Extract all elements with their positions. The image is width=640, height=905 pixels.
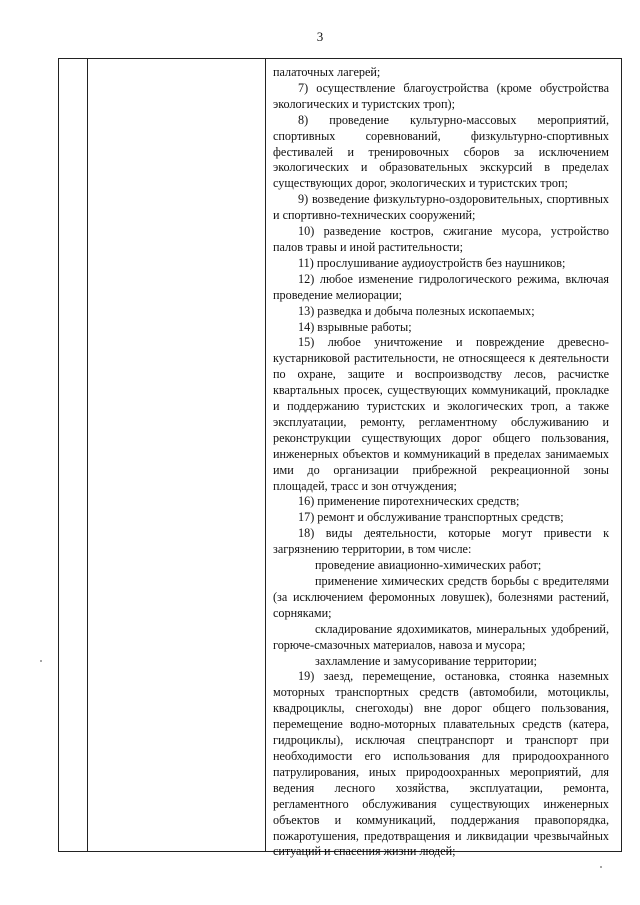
list-item-paragraph: 7) осуществление благоустройства (кроме обустройства экологических и туристских троп); — [273, 80, 609, 111]
scan-speck — [600, 866, 602, 868]
table-left-border — [58, 58, 59, 852]
list-item-paragraph: 14) взрывные работы; — [298, 319, 412, 334]
list-item-paragraph: 11) прослушивание аудиоустройств без наушников; — [298, 255, 566, 270]
list-item-paragraph: 18) виды деятельности, которые могут привести к загрязнению территории, в том числе: — [273, 526, 609, 557]
list-item-paragraph: 15) любое уничтожение и повреждение древесно-кустарниковой растительности, не относящееся к деятельности по охране, защите и воспроизводству лесов, расчистке квартальных просек, существующих коммуникаций, прокладке и поддержанию туристских и экологических троп, а также эксплуатации, ремонту, регламентному обслуживанию и реконструкции существующих дорог общего пользования, инженерных объектов и коммуникаций в пределах занимаемых ими до организации прибрежной рекреационной зоны площадей, трасс и зон отчуждения; — [273, 335, 609, 493]
list-item-paragraph: 13) разведка и добыча полезных ископаемых; — [298, 303, 535, 318]
sub-item-paragraph: проведение авиационно-химических работ; — [315, 558, 542, 573]
table-right-border — [621, 58, 622, 852]
table-column-divider-2 — [265, 58, 266, 852]
scan-speck — [40, 660, 42, 662]
sub-item-paragraph: складирование ядохимикатов, минеральных удобрений, горюче-смазочных материалов, навоза и мусора; — [273, 621, 609, 652]
list-item-paragraph: 12) любое изменение гидрологического режима, включая проведение мелиорации; — [273, 271, 609, 302]
sub-item-paragraph: захламление и замусоривание территории; — [315, 653, 537, 668]
list-item-paragraph: 10) разведение костров, сжигание мусора, устройство палов травы и иной растительности; — [273, 224, 609, 254]
page-number: 3 — [316, 29, 324, 44]
list-item-paragraph: 16) применение пиротехнических средств; — [298, 494, 520, 509]
list-item-paragraph: 17) ремонт и обслуживание транспортных средств; — [298, 510, 564, 525]
list-item-paragraph: 9) возведение физкультурно-оздоровительных, спортивных и спортивно-технических сооружений; — [273, 192, 609, 223]
table-top-border — [58, 58, 621, 59]
sub-item-paragraph: применение химических средств борьбы с вредителями (за исключением феромонных ловушек), болезнями растений, сорняками; — [273, 574, 609, 620]
list-item-paragraph: 8) проведение культурно-массовых мероприятий, спортивных соревнований, физкультурно-спортивных фестивалей и тренировочных сборов за исключением экологических и образовательных экскурсий в пределах существующих дорог, экологических и туристских троп; — [273, 112, 609, 191]
list-item-paragraph: 19) заезд, перемещение, остановка, стоянка наземных моторных транспортных средств (автомобили, мотоциклы, квадроциклы, снегоходы) вне дорог общего пользования, перемещение водно-моторных плавательных средств (катера, гидроциклы), исключая спецтранспорт и транспорт при необходимости его использования для природоохранного патрулирования, иных природоохранных мероприятий, для ведения лесного хозяйства, эксплуатации, ремонта, регламентного обслуживания существующих инженерных объектов и коммуникаций, поддержания правопорядка, пожаротушения, предотвращения и ликвидации чрезвычайных ситуаций и спасения жизни людей; — [273, 669, 609, 859]
table-column-divider-1 — [87, 58, 88, 852]
continued-paragraph: палаточных лагерей; — [273, 65, 381, 79]
table-cell-text — [273, 65, 609, 860]
